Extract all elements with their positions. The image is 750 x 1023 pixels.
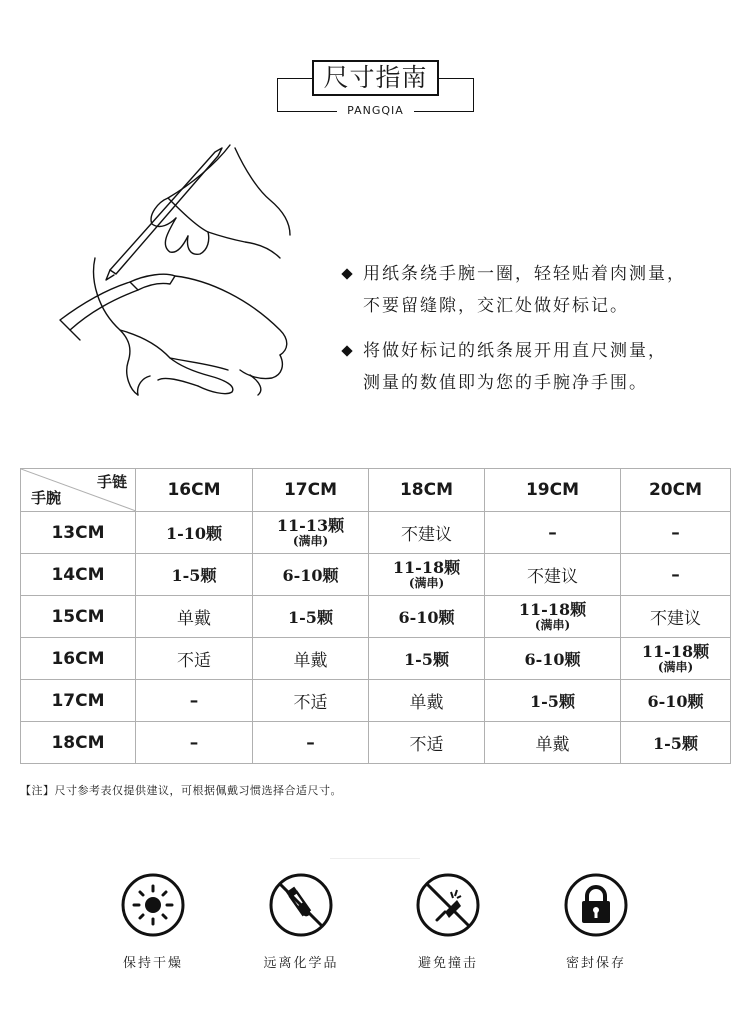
row-header: 15CM [21, 596, 136, 638]
title-bracket-right [473, 78, 474, 112]
table-cell: 1-10颗 [136, 512, 253, 554]
table-row [21, 596, 731, 638]
table-cell: – [253, 722, 369, 764]
subtitle-rule-left [277, 111, 337, 112]
table-cell: 6-10颗 [253, 554, 369, 596]
brand-subtitle: PANGQIA [347, 104, 404, 117]
table-header-row [21, 469, 731, 512]
column-header: 19CM [485, 469, 621, 512]
table-cell: 单戴 [369, 680, 485, 722]
instruction-step-1 [343, 258, 733, 322]
row-header: 16CM [21, 638, 136, 680]
cell-sub-text: (满串) [657, 660, 694, 674]
title-rule-left [277, 78, 312, 79]
instruction-line: 用纸条绕手腕一圈，轻轻贴着肉测量， [363, 264, 686, 284]
size-chart-table [20, 468, 731, 764]
row-header: 14CM [21, 554, 136, 596]
care-label: 避免撞击 [417, 956, 478, 971]
table-cell [485, 596, 621, 638]
bullet-diamond-icon [341, 345, 352, 356]
table-cell: 1-5颗 [369, 638, 485, 680]
table-cell: 不建议 [621, 596, 731, 638]
table-cell: 不适 [253, 680, 369, 722]
wrist-axis-label: 手腕 [31, 489, 62, 507]
cell-sub-text: (满串) [534, 618, 571, 632]
cell-main-text: 11-18颗 [641, 642, 710, 661]
table-cell: 不建议 [485, 554, 621, 596]
table-cell: 不适 [136, 638, 253, 680]
instruction-line: 不要留缝隙，交汇处做好标记。 [363, 296, 629, 316]
table-cell: – [136, 680, 253, 722]
bullet-diamond-icon [341, 268, 352, 279]
table-cell: 6-10颗 [485, 638, 621, 680]
table-cell: 1-5颗 [621, 722, 731, 764]
cell-main-text: 11-13颗 [276, 516, 345, 535]
care-label: 远离化学品 [263, 956, 339, 971]
table-cell: 单戴 [136, 596, 253, 638]
cell-sub-text: (满串) [408, 576, 445, 590]
page-title: 尺寸指南 [312, 60, 439, 96]
table-row [21, 638, 731, 680]
care-label: 密封保存 [565, 956, 626, 971]
divider [330, 858, 420, 859]
table-cell: 1-5颗 [253, 596, 369, 638]
table-cell [621, 638, 731, 680]
table-cell: 不建议 [369, 512, 485, 554]
column-header: 17CM [253, 469, 369, 512]
hand-measuring-wrist-icon [50, 140, 350, 410]
instruction-step-2 [343, 335, 733, 399]
column-header: 18CM [369, 469, 485, 512]
table-row [21, 512, 731, 554]
care-item-keep-dry [103, 872, 203, 971]
table-cell: 不适 [369, 722, 485, 764]
care-item-sealed-storage [546, 872, 646, 971]
column-header: 20CM [621, 469, 731, 512]
table-corner-cell [21, 469, 136, 512]
title-bracket-left [277, 78, 278, 112]
sun-icon [120, 872, 186, 938]
table-cell: – [621, 554, 731, 596]
table-cell [369, 554, 485, 596]
table-cell: 6-10颗 [621, 680, 731, 722]
table-cell: 单戴 [485, 722, 621, 764]
care-item-avoid-impact [398, 872, 498, 971]
subtitle-rule-right [414, 111, 474, 112]
bracelet-axis-label: 手链 [96, 473, 127, 491]
row-header: 18CM [21, 722, 136, 764]
padlock-icon [563, 872, 629, 938]
row-header: 13CM [21, 512, 136, 554]
table-cell [253, 512, 369, 554]
table-row [21, 554, 731, 596]
instruction-line: 将做好标记的纸条展开用直尺测量， [363, 341, 667, 361]
table-row [21, 680, 731, 722]
table-cell: 单戴 [253, 638, 369, 680]
table-cell: – [621, 512, 731, 554]
table-cell: 6-10颗 [369, 596, 485, 638]
footnote: 【注】尺寸参考表仅提供建议，可根据佩戴习惯选择合适尺寸。 [20, 784, 342, 797]
column-header: 16CM [136, 469, 253, 512]
no-chemicals-icon [268, 872, 334, 938]
no-hammer-icon [415, 872, 481, 938]
cell-main-text: 11-18颗 [518, 600, 587, 619]
size-guide-header [0, 0, 750, 130]
row-header: 17CM [21, 680, 136, 722]
cell-sub-text: (满串) [292, 534, 329, 548]
care-item-no-chemicals [251, 872, 351, 971]
table-cell: – [136, 722, 253, 764]
care-label: 保持干燥 [122, 956, 183, 971]
instruction-line: 测量的数值即为您的手腕净手围。 [363, 373, 648, 393]
cell-main-text: 11-18颗 [392, 558, 461, 577]
table-cell: 1-5颗 [136, 554, 253, 596]
title-rule-right [439, 78, 474, 79]
table-cell: 1-5颗 [485, 680, 621, 722]
table-cell: – [485, 512, 621, 554]
table-row [21, 722, 731, 764]
